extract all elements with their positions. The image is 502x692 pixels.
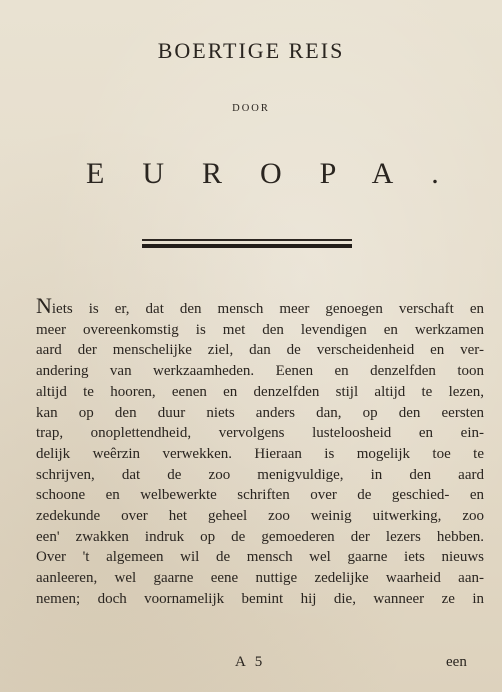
text-line: een' zwakken indruk op de gemoederen der lezers hebben. <box>36 528 484 545</box>
text-line: schoone en welbewerkte schriften over de geschied- en <box>36 487 484 504</box>
text-line: Over 't algemeen wil de mensch wel gaarne iets nieuws <box>36 549 484 566</box>
text-line: andering van werkzaamheden. Eenen en denzelfden toon <box>36 363 484 380</box>
signature-mark: A 5 <box>235 654 266 670</box>
ornamental-rule-thin <box>142 239 352 241</box>
text-line: Niets is er, dat den mensch meer genoegen verschaft en <box>36 293 484 318</box>
text-line: aanleeren, wel gaarne eene nuttige zedelijke waarheid aan- <box>36 570 484 587</box>
catchword: een <box>446 654 467 670</box>
text-line: schrijven, dat de zoo menigvuldige, in den aard <box>36 466 484 483</box>
text-line: delijk weêrzin verwekken. Hieraan is mogelijk toe te <box>36 445 484 462</box>
title-europa: EUROPA. <box>86 157 477 190</box>
page-footer <box>0 654 502 678</box>
subtitle-door: DOOR <box>232 103 270 114</box>
text-line: altijd te hooren, eenen en denzelfden stijl altijd te lezen, <box>36 383 484 400</box>
text-line: aard der menschelijke ziel, dan de verscheidenheid en ver- <box>36 342 484 359</box>
text-line: meer overeenkomstig is met den levendigen en werkzamen <box>36 321 484 338</box>
text-line: trap, onoplettendheid, vervolgens lusteloosheid en ein- <box>36 425 484 442</box>
body-paragraph <box>36 293 484 610</box>
ornamental-rule-thick <box>142 244 352 248</box>
text-line: kan op den duur niets anders dan, op den eersten <box>36 404 484 421</box>
page-title: BOERTIGE REIS <box>157 38 345 63</box>
text-line: zedekunde over het geheel zoo weinig uitwerking, zoo <box>36 508 484 525</box>
text-line: nemen; doch voornamelijk bemint hij die, wanneer ze in <box>36 590 484 607</box>
